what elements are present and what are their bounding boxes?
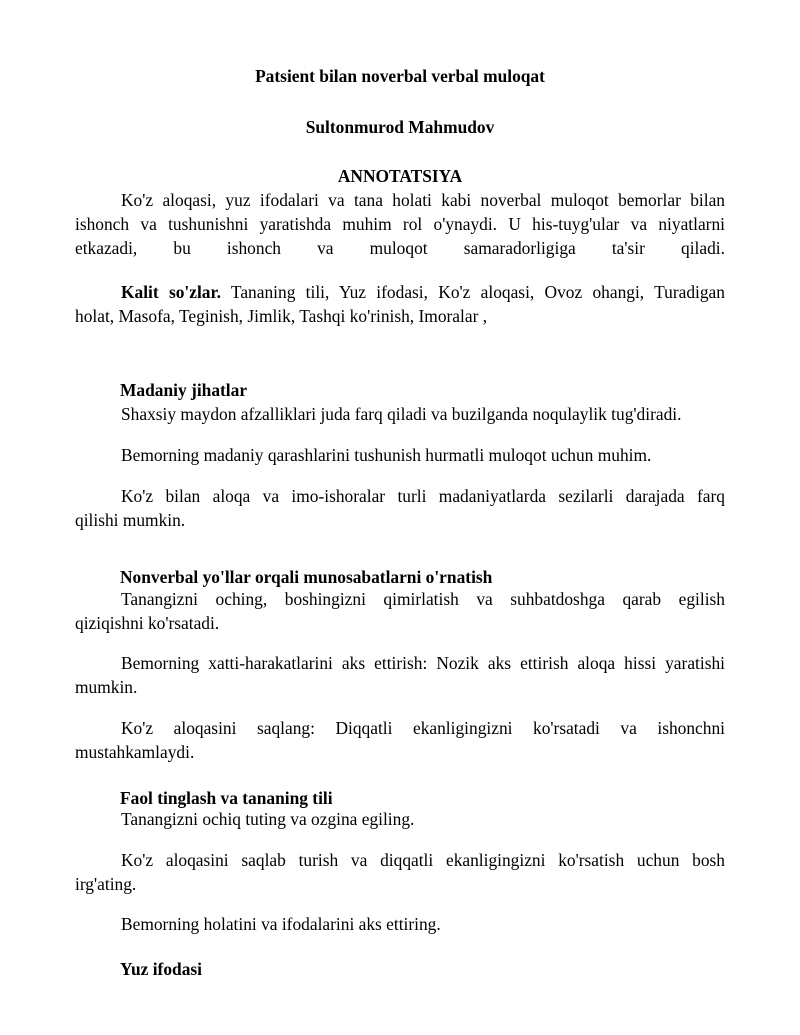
paragraph-line: mustahkamlaydi. xyxy=(75,742,195,762)
paragraph-line: Ko'z aloqasini saqlab turish va diqqatli ekanligingizni ko'rsatish uchun bosh xyxy=(121,850,725,870)
annotation-line: Ko'z aloqasi, yuz ifodalari va tana holati kabi noverbal muloqot bemorlar bilan xyxy=(121,190,725,210)
paragraph: Tanangizni ochiq tuting va ozgina egiling. xyxy=(121,809,415,829)
paragraph: Bemorning madaniy qarashlarini tushunish hurmatli muloqot uchun muhim. xyxy=(121,445,652,465)
keywords-text: Tananing tili, Yuz ifodasi, Ko'z aloqasi, Ovoz ohangi, Turadigan xyxy=(220,282,725,302)
paragraph-line: mumkin. xyxy=(75,677,138,697)
paragraph-line: qiziqishni ko'rsatadi. xyxy=(75,613,220,633)
section-heading: Faol tinglash va tananing tili xyxy=(120,788,333,808)
paragraph-line: qilishi mumkin. xyxy=(75,510,186,530)
keywords-line: holat, Masofa, Teginish, Jimlik, Tashqi ko'rinish, Imoralar , xyxy=(75,306,488,326)
author-name: Sultonmurod Mahmudov xyxy=(305,117,495,137)
paragraph-line: Ko'z aloqasini saqlang: Diqqatli ekanligingizni ko'rsatadi va ishonchni xyxy=(121,718,725,738)
annotation-heading: ANNOTATSIYA xyxy=(337,166,463,186)
paragraph-line: Tanangizni oching, boshingizni qimirlatish va suhbatdoshga qarab egilish xyxy=(121,589,725,609)
keywords-line xyxy=(75,280,725,304)
document-title: Patsient bilan noverbal verbal muloqat xyxy=(255,66,545,86)
paragraph: Shaxsiy maydon afzalliklari juda farq qiladi va buzilganda noqulaylik tug'diradi. xyxy=(121,404,682,424)
keywords-label: Kalit so'zlar. xyxy=(121,282,221,302)
annotation-line: etkazadi, bu ishonch va muloqot samaradorligiga ta'sir qiladi. xyxy=(75,238,725,258)
section-heading: Yuz ifodasi xyxy=(120,959,202,979)
paragraph: Bemorning holatini va ifodalarini aks ettiring. xyxy=(121,914,441,934)
annotation-line: ishonch va tushunishni yaratishda muhim rol o'ynaydi. U his-tuyg'ular va niyatlarni xyxy=(75,214,725,234)
section-heading: Nonverbal yo'llar orqali munosabatlarni o'rnatish xyxy=(120,567,493,587)
paragraph-line: Bemorning xatti-harakatlarini aks ettirish: Nozik aks ettirish aloqa hissi yaratishi xyxy=(121,653,725,673)
paragraph-line: Ko'z bilan aloqa va imo-ishoralar turli madaniyatlarda sezilarli darajada farq xyxy=(121,486,725,506)
section-heading: Madaniy jihatlar xyxy=(120,380,248,400)
paragraph-line: irg'ating. xyxy=(75,874,137,894)
